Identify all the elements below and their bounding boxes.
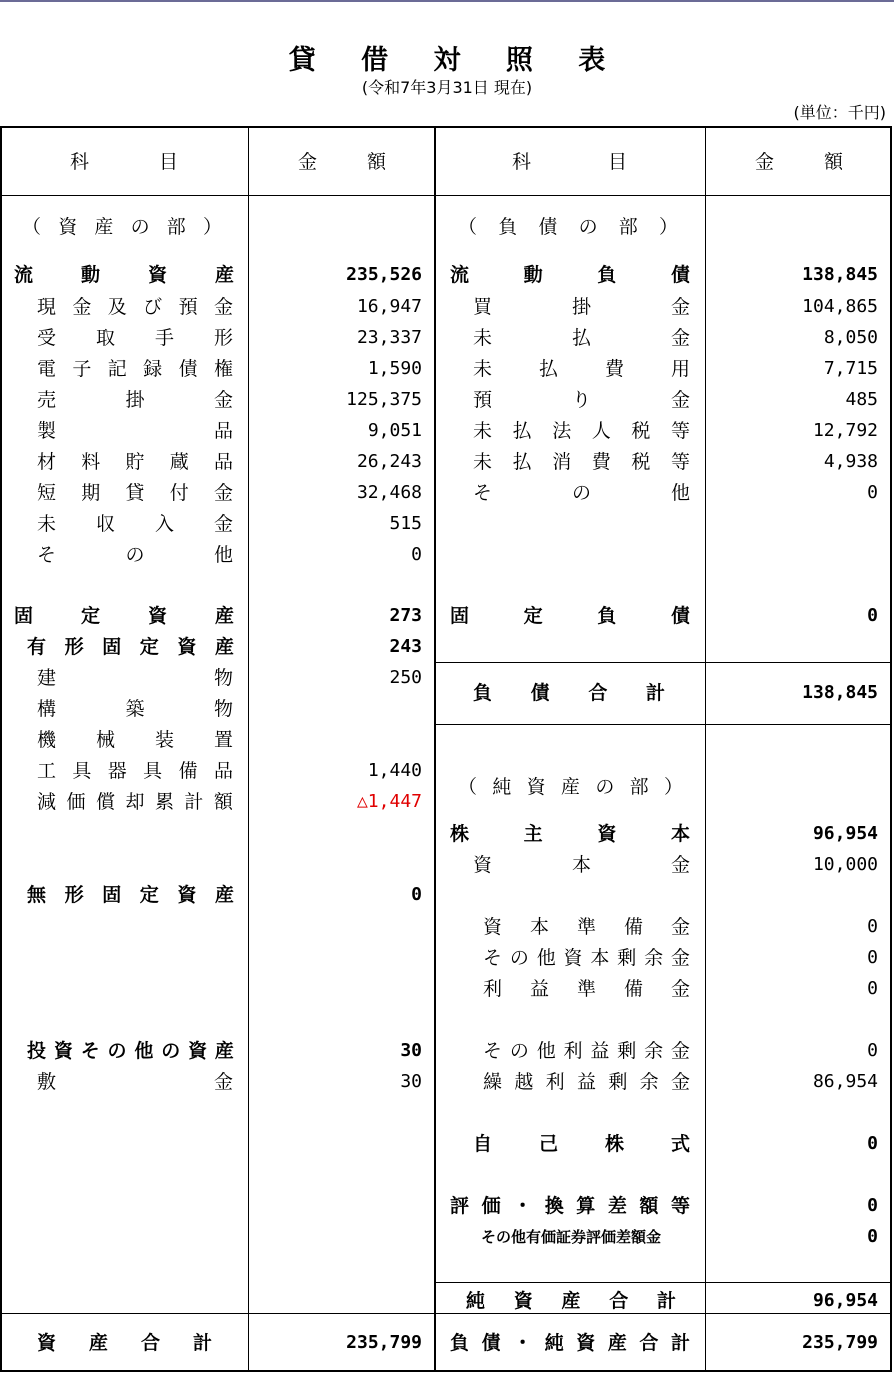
grand-total-label: 負 債 ・ 純 資 産 合 計 bbox=[450, 1332, 690, 1354]
net-assets-total-label: 純 資 産 合 計 bbox=[466, 1290, 676, 1312]
header-amount-left: 金 額 bbox=[298, 151, 386, 173]
unit-label: (単位：千円) bbox=[793, 103, 886, 122]
asset-item-label: 短 期 貸 付 金 bbox=[37, 482, 233, 504]
top-rule bbox=[0, 0, 894, 2]
intangible-label: 無 形 固 定 資 産 bbox=[27, 884, 234, 906]
assets-total-value: 235,799 bbox=[346, 1332, 422, 1353]
investment-label: 投 資 そ の 他 の 資 産 bbox=[27, 1040, 234, 1062]
liabilities-current-label: 流 動 負 債 bbox=[450, 264, 690, 286]
securities-label: その他有価証券評価差額金 bbox=[481, 1228, 662, 1246]
liability-item-label: 未 払 金 bbox=[473, 327, 690, 349]
capital-item-label: 利 益 準 備 金 bbox=[483, 978, 690, 1000]
assets-current-value: 235,526 bbox=[346, 264, 422, 285]
liability-item-value: 485 bbox=[845, 389, 878, 410]
assets-total-label: 資 産 合 計 bbox=[37, 1332, 212, 1354]
tangible-item-label: 構 築 物 bbox=[37, 698, 233, 720]
tangible-item-label: 工 具 器 具 備 品 bbox=[37, 760, 233, 782]
section-net-assets: （ 純 資 産 の 部 ） bbox=[458, 776, 683, 798]
tangible-item-value: 1,440 bbox=[367, 760, 422, 781]
asset-item-label: 売 掛 金 bbox=[37, 389, 233, 411]
investment-value: 30 bbox=[400, 1040, 422, 1061]
intangible-value: 0 bbox=[411, 884, 422, 905]
asset-item-label: 未 収 入 金 bbox=[37, 513, 233, 535]
asset-item-value: 515 bbox=[389, 513, 422, 534]
capital-item-label: そ の 他 資 本 剰 余 金 bbox=[483, 947, 690, 969]
header-subject-right: 科 目 bbox=[512, 151, 627, 173]
column-divider bbox=[248, 127, 249, 1371]
equity-value: 96,954 bbox=[812, 823, 878, 844]
capital-label: 資 本 金 bbox=[473, 854, 690, 876]
asset-item-value: 125,375 bbox=[346, 389, 422, 410]
investment-item-label: 敷 金 bbox=[37, 1071, 233, 1093]
liabilities-fixed-label: 固 定 負 債 bbox=[450, 605, 690, 627]
asset-item-value: 26,243 bbox=[356, 451, 422, 472]
header-rule bbox=[0, 195, 892, 196]
liabilities-total-rule-top bbox=[434, 662, 892, 663]
liabilities-total-rule-bottom bbox=[434, 724, 892, 725]
liability-item-value: 4,938 bbox=[823, 451, 878, 472]
liability-item-label: 未 払 法 人 税 等 bbox=[473, 420, 690, 442]
capital-item-label: そ の 他 利 益 剰 余 金 bbox=[483, 1040, 690, 1062]
liability-item-label: 預 り 金 bbox=[473, 389, 690, 411]
header-subject-left: 科 目 bbox=[70, 151, 178, 173]
column-divider bbox=[705, 127, 706, 1371]
asset-item-value: 9,051 bbox=[367, 420, 422, 441]
section-liabilities: （ 負 債 の 部 ） bbox=[458, 216, 678, 238]
date-caption: (令和7年3月31日 現在) bbox=[361, 78, 533, 97]
asset-item-label: 現 金 及 び 預 金 bbox=[37, 296, 233, 318]
asset-item-label: 電 子 記 録 債 権 bbox=[37, 358, 233, 380]
tangible-item-label: 機 械 装 置 bbox=[37, 729, 233, 751]
liability-item-value: 0 bbox=[867, 482, 878, 503]
liability-item-label: 未 払 費 用 bbox=[473, 358, 690, 380]
asset-item-label: そ の 他 bbox=[37, 544, 233, 566]
liabilities-current-value: 138,845 bbox=[802, 264, 878, 285]
capital-item-value: 0 bbox=[867, 916, 878, 937]
page-title: 貸 借 対 照 表 bbox=[288, 45, 624, 76]
tangible-item-value: △1,447 bbox=[356, 791, 422, 812]
capital-value: 10,000 bbox=[812, 854, 878, 875]
asset-item-value: 0 bbox=[411, 544, 422, 565]
asset-item-value: 32,468 bbox=[356, 482, 422, 503]
liabilities-total-value: 138,845 bbox=[802, 682, 878, 703]
equity-label: 株 主 資 本 bbox=[450, 823, 690, 845]
liability-item-value: 104,865 bbox=[802, 296, 878, 317]
assets-fixed-label: 固 定 資 産 bbox=[14, 605, 234, 627]
liabilities-fixed-value: 0 bbox=[867, 605, 878, 626]
assets-current-label: 流 動 資 産 bbox=[14, 264, 234, 286]
capital-item-value: 0 bbox=[867, 947, 878, 968]
tangible-item-label: 建 物 bbox=[37, 667, 233, 689]
column-divider-center bbox=[434, 127, 436, 1371]
capital-item-value: 86,954 bbox=[812, 1071, 878, 1092]
liabilities-total-label: 負 債 合 計 bbox=[473, 682, 665, 704]
investment-item-value: 30 bbox=[400, 1071, 422, 1092]
total-rule bbox=[0, 1313, 892, 1314]
capital-item-value: 0 bbox=[867, 978, 878, 999]
assets-fixed-value: 273 bbox=[389, 605, 422, 626]
treasury-label: 自 己 株 式 bbox=[473, 1133, 690, 1155]
capital-item-label: 資 本 準 備 金 bbox=[483, 916, 690, 938]
net-assets-total-rule bbox=[434, 1282, 892, 1283]
valuation-label: 評 価 ・ 換 算 差 額 等 bbox=[450, 1195, 690, 1217]
asset-item-value: 1,590 bbox=[367, 358, 422, 379]
asset-item-value: 16,947 bbox=[356, 296, 422, 317]
treasury-value: 0 bbox=[867, 1133, 878, 1154]
grand-total-value: 235,799 bbox=[802, 1332, 878, 1353]
valuation-value: 0 bbox=[867, 1195, 878, 1216]
section-assets: （ 資 産 の 部 ） bbox=[22, 216, 222, 238]
capital-item-label: 繰 越 利 益 剰 余 金 bbox=[483, 1071, 690, 1093]
asset-item-label: 材 料 貯 蔵 品 bbox=[37, 451, 233, 473]
header-amount-right: 金 額 bbox=[755, 151, 843, 173]
tangible-item-value: 250 bbox=[389, 667, 422, 688]
liability-item-label: 未 払 消 費 税 等 bbox=[473, 451, 690, 473]
liability-item-value: 7,715 bbox=[823, 358, 878, 379]
asset-item-label: 製 品 bbox=[37, 420, 233, 442]
tangible-label: 有 形 固 定 資 産 bbox=[27, 636, 234, 658]
liability-item-value: 8,050 bbox=[823, 327, 878, 348]
liability-item-value: 12,792 bbox=[812, 420, 878, 441]
liability-item-label: 買 掛 金 bbox=[473, 296, 690, 318]
tangible-value: 243 bbox=[389, 636, 422, 657]
net-assets-total-value: 96,954 bbox=[812, 1290, 878, 1311]
tangible-item-label: 減 価 償 却 累 計 額 bbox=[37, 791, 233, 813]
securities-value: 0 bbox=[867, 1226, 878, 1247]
asset-item-value: 23,337 bbox=[356, 327, 422, 348]
liability-item-label: そ の 他 bbox=[473, 482, 690, 504]
capital-item-value: 0 bbox=[867, 1040, 878, 1061]
asset-item-label: 受 取 手 形 bbox=[37, 327, 233, 349]
